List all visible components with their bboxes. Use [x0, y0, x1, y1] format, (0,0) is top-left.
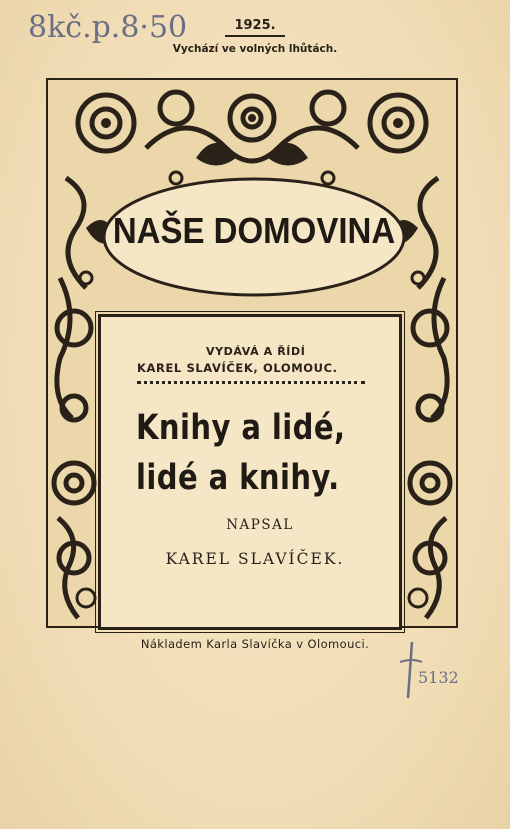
author-name: KAREL SLAVÍČEK.: [165, 550, 345, 568]
publisher-name: KAREL SLAVÍČEK, OLOMOUC.: [137, 361, 338, 375]
book-title-line-1: Knihy a lidé,: [136, 408, 346, 448]
publisher-label: VYDÁVÁ A ŘÍDÍ: [206, 345, 306, 358]
series-title: NAŠE DOMOVINA: [112, 210, 396, 251]
handwritten-shelfmark: 8kč.p.8·50: [28, 10, 188, 45]
publication-frequency: Vychází ve volných lhůtách.: [172, 43, 338, 55]
author-label: NAPSAL: [226, 517, 294, 533]
dotted-divider: [137, 381, 365, 384]
handwritten-signature-number: 5132: [418, 668, 459, 687]
imprint-line: Nákladem Karla Slavíčka v Olomouci.: [140, 637, 370, 651]
publication-year: 1925.: [225, 18, 285, 37]
book-title-line-2: lidé a knihy.: [136, 458, 340, 498]
